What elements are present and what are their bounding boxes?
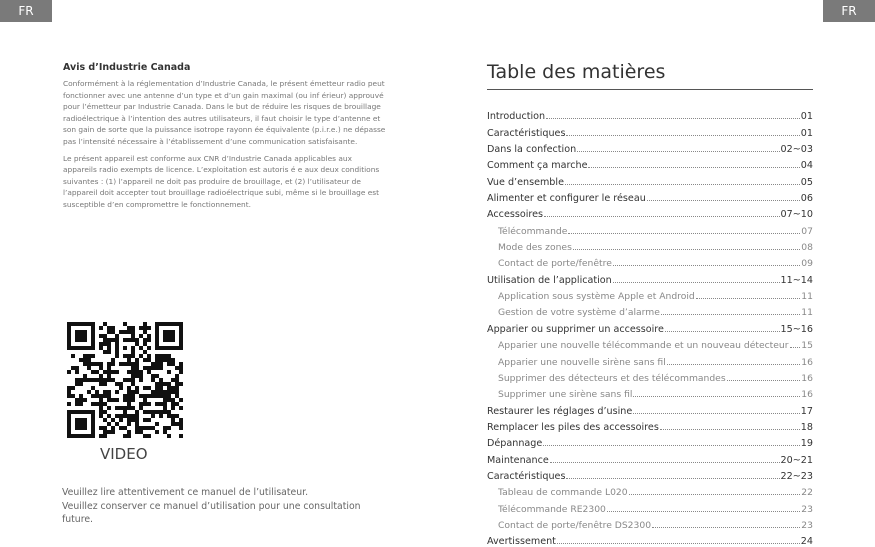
toc-leader-dots [629,494,801,495]
toc-entry-label: Apparier une nouvelle télécommande et un nouveau détecteur [498,340,789,352]
industry-canada-notice [63,62,388,216]
toc-entry[interactable] [487,204,813,220]
notice-title: Avis d’Industrie Canada [63,62,191,73]
toc-entry-page: 16 [801,372,813,384]
toc-entry-label: Tableau de commande L020 [498,487,628,499]
toc-entry-page: 15~16 [780,323,813,335]
toc-entry-page: 11~14 [780,274,813,286]
toc-entry[interactable] [487,188,813,204]
toc-entry[interactable] [487,106,813,122]
toc-leader-dots [613,265,800,266]
toc-entry-label: Application sous système Apple et Android [498,291,695,303]
toc-entry-label: Mode des zones [498,242,572,254]
toc-subentry[interactable] [487,351,813,367]
toc-entry[interactable] [487,139,813,155]
toc-entry[interactable] [487,318,813,334]
toc-entry-label: Vue d’ensemble [487,176,564,188]
toc-subentry[interactable] [487,237,813,253]
toc-entry-label: Apparier ou supprimer un accessoire [487,323,664,335]
video-label: VIDEO [100,445,148,463]
toc-entry-page: 02~03 [780,144,813,156]
toc-entry-label: Restaurer les réglages d’usine [487,405,633,417]
toc-entry-page: 01 [800,111,813,123]
toc-entry[interactable] [487,531,813,547]
toc-entry-page: 07 [801,225,813,237]
toc-leader-dots [566,478,779,479]
toc-leader-dots [790,347,801,348]
toc-entry-page: 08 [801,242,813,254]
notice-paragraph-2: Le présent appareil est conforme aux CNR d’Industrie Canada applicables aux appareils radio exempts de licence. L’exploitation est autoris é e aux deux conditions suivantes : (1) l’appareil ne doit pas produire de brouillage, et (2) l’utilisateur de l’appareil doit accepter tout brouillage radioélectrique subi, même si le brouillage est susceptible d’en compromettre le fonctionnement. [63,153,380,209]
toc-entry-label: Avertissement [487,536,556,547]
toc-entry-page: 20~21 [780,454,813,466]
toc-leader-dots [660,429,800,430]
toc-subentry[interactable] [487,384,813,400]
toc-leader-dots [696,298,801,299]
toc-entry-page: 11 [801,291,813,303]
toc-entry-label: Remplacer les piles des accessoires [487,421,659,433]
toc-title: Table des matières [487,61,666,83]
toc-entry-label: Dans la confection [487,144,577,156]
toc-leader-dots [568,233,800,234]
toc-entry[interactable] [487,400,813,416]
toc-entry-page: 19 [800,438,813,450]
toc-entry-page: 04 [800,160,813,172]
toc-divider [487,89,813,90]
toc-leader-dots [607,511,800,512]
toc-leader-dots [565,184,800,185]
language-tab-left: FR [0,0,52,22]
toc-leader-dots [544,216,780,217]
toc-entry-label: Utilisation de l’application [487,274,612,286]
toc-entry-page: 09 [801,258,813,270]
toc-leader-dots [573,249,800,250]
toc-entry-label: Contact de porte/fenêtre DS2300 [498,519,652,531]
toc-subentry[interactable] [487,286,813,302]
toc-leader-dots [613,282,780,283]
toc-entry-page: 07~10 [780,209,813,221]
toc-entry-label: Dépannage [487,438,543,450]
toc-entry[interactable] [487,171,813,187]
toc-subentry[interactable] [487,482,813,498]
toc-entry-label: Maintenance [487,454,549,466]
toc-entry[interactable] [487,449,813,465]
toc-subentry[interactable] [487,253,813,269]
toc-leader-dots [566,135,799,136]
toc-leader-dots [577,151,779,152]
toc-entry-label: Supprimer des détecteurs et des télécommandes [498,372,726,384]
toc-entry-label: Télécommande [498,225,568,237]
toc-entry-label: Alimenter et configurer le réseau [487,193,646,205]
toc-entry-page: 01 [800,127,813,139]
manual-note-line-2: Veuillez conserver ce manuel d’utilisation pour une consultation future. [62,500,361,525]
toc-subentry[interactable] [487,515,813,531]
manual-note-line-1: Veuillez lire attentivement ce manuel de l’utilisateur. [62,487,309,498]
toc-leader-dots [550,462,780,463]
toc-entry-page: 22~23 [780,470,813,482]
toc-leader-dots [667,364,801,365]
toc-leader-dots [633,396,800,397]
toc-subentry[interactable] [487,335,813,351]
toc-leader-dots [546,118,800,119]
toc-entry-page: 06 [800,193,813,205]
toc-entry[interactable] [487,433,813,449]
toc-entry-label: Caractéristiques [487,470,566,482]
notice-paragraph-1: Conformément à la réglementation d’Industrie Canada, le présent émetteur radio peut fonctionner avec une antenne d’un type et d’un gain maximal (ou inf érieur) approuvé pour l’émetteur par Industrie Canada. Dans le but de réduire les risques de brouillage radioélectrique à l’intention des autres utilisateurs, il faut choisir le type d’antenne et son gain de sorte que la puissance isotrope rayonn ée équivalente (p.i.r.e.) ne dépasse pas l’intensité nécessaire à l’établissement d’une communication satisfaisante. [63,79,386,146]
toc-entry-label: Introduction [487,111,546,123]
toc-entry[interactable] [487,155,813,171]
manual-note [62,486,392,527]
toc-entry-page: 23 [801,519,813,531]
table-of-contents [487,106,813,547]
toc-entry-label: Caractéristiques [487,127,566,139]
toc-entry[interactable] [487,122,813,138]
toc-leader-dots [652,527,800,528]
video-qr-code-icon[interactable] [67,322,183,438]
toc-entry[interactable] [487,466,813,482]
toc-leader-dots [557,543,800,544]
toc-entry-label: Apparier une nouvelle sirène sans fil [498,356,666,368]
toc-subentry[interactable] [487,220,813,236]
toc-leader-dots [665,331,780,332]
toc-entry-page: 16 [801,389,813,401]
toc-entry-label: Comment ça marche [487,160,588,172]
toc-entry-label: Contact de porte/fenêtre [498,258,612,270]
toc-entry-page: 17 [800,405,813,417]
toc-entry-page: 24 [800,536,813,547]
toc-entry[interactable] [487,417,813,433]
toc-entry-page: 22 [801,487,813,499]
toc-leader-dots [633,413,800,414]
toc-subentry[interactable] [487,498,813,514]
toc-entry-page: 05 [800,176,813,188]
toc-entry-page: 23 [801,503,813,515]
toc-leader-dots [661,314,800,315]
toc-entry[interactable] [487,269,813,285]
toc-leader-dots [543,445,799,446]
toc-entry-page: 16 [801,356,813,368]
toc-entry-label: Gestion de votre système d’alarme [498,307,660,319]
toc-entry-page: 18 [800,421,813,433]
toc-leader-dots [588,167,799,168]
toc-entry-page: 15 [801,340,813,352]
toc-entry-label: Supprimer une sirène sans fil [498,389,633,401]
toc-subentry[interactable] [487,368,813,384]
toc-entry-label: Télécommande RE2300 [498,503,606,515]
toc-entry-page: 11 [801,307,813,319]
toc-entry-label: Accessoires [487,209,544,221]
toc-leader-dots [647,200,800,201]
toc-subentry[interactable] [487,302,813,318]
toc-leader-dots [727,380,801,381]
language-tab-right: FR [823,0,875,22]
